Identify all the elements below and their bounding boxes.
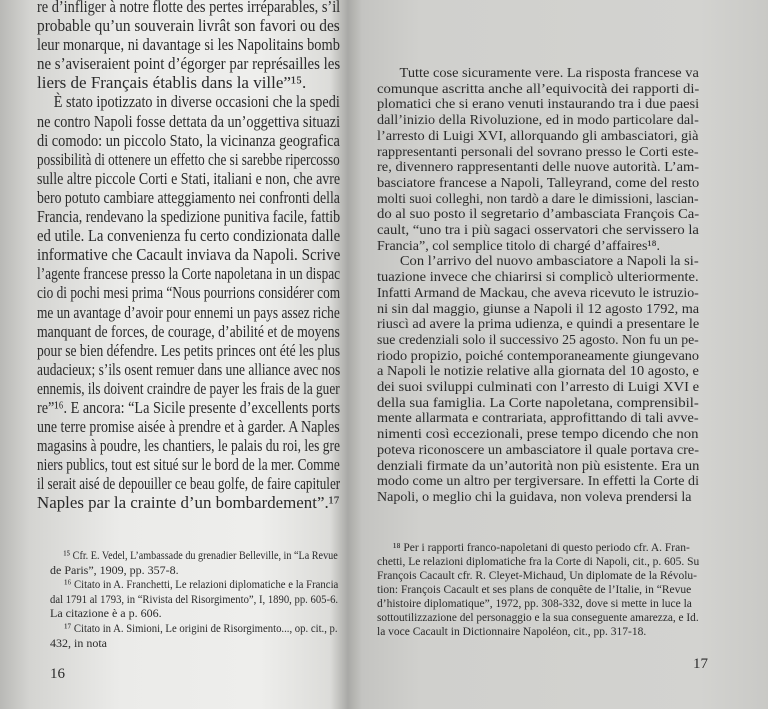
- text-line: ne contro Napoli fosse dettata da un’oggettiva situazi: [37, 111, 341, 131]
- text-line: ennemis, ils doivent craindre de payer les frais de la guer: [37, 378, 340, 398]
- footnote-line: de Paris”, 1909, pp. 357-8.: [50, 562, 179, 577]
- text-line: riuscì ad avere la prima udienza, e quindi a presentare le: [377, 317, 700, 333]
- text-line: nimenti così eccezionali, prese tempo dicendo che non: [377, 427, 699, 443]
- text-line: riodo propizio, poiché contemporaneamente giungevano: [377, 348, 700, 364]
- text-line: molti suoi colleghi, non tardò a dare le dimissioni, lascian-: [377, 191, 699, 207]
- text-line: denziali firmate da un’autorità non più esistente. Era un: [377, 458, 700, 474]
- text-line: comunque ascritta anche all’equivocità dei rapporti di-: [377, 81, 700, 97]
- text-line: Tutte cose sicuramente vere. La risposta francese va: [399, 66, 699, 81]
- text-line: modo come un altro per tergiversare. In effetti la Corte di: [377, 474, 699, 490]
- right-page: [355, 0, 768, 709]
- page-number-left: 16: [50, 666, 65, 682]
- text-line: poteva riconoscere un ambasciatore il quale portava cre-: [377, 442, 700, 458]
- text-line: re”¹⁶. E ancora: “La Sicile presente d’excellents ports: [37, 397, 341, 417]
- text-line: dall’inizio della Rivoluzione, ed in modo particolare dal-: [377, 113, 699, 129]
- text-line: Napoli, o meglio chi la guidava, non voleva prendersi la: [377, 489, 692, 505]
- text-line: audacieux; s’ils osent remuer dans une alliance avec nos: [37, 359, 341, 379]
- footnote-line: chetti, Le relazioni diplomatiche fra la Corte di Napoli, cit., p. 605. Su: [377, 556, 700, 568]
- left-page-footnotes: [50, 548, 338, 650]
- text-line: sue credenziali solo il successivo 25 agosto. Non fu un pe-: [377, 332, 699, 348]
- footnote-line: d’histoire diplomatique”, 1972, pp. 308-332, dove si mette in luce la: [377, 598, 692, 610]
- text-line: tuazione invece che chiarirsi si complicò ulteriormente.: [377, 270, 699, 286]
- text-line: l’arresto di Luigi XVI, allorquando gli ambasciatori, già: [377, 128, 699, 144]
- text-line: re, divennero rappresentanti delle nuove autorità. L’am-: [377, 160, 700, 176]
- text-line: ni sin dal maggio, giunse a Napoli il 12 agosto 1792, ma: [377, 301, 700, 317]
- text-line: rappresentanti personali del sovrano presso le Corti este-: [377, 144, 699, 160]
- text-line: Francia”, col semplice titolo di chargé d’affaires¹⁸.: [377, 238, 661, 254]
- text-line: leur monarque, ni davantage si les Napolitains bomb: [37, 35, 340, 55]
- text-line: Con l’arrivo del nuovo ambasciatore a Napoli la si-: [399, 254, 699, 270]
- text-line: ne s’aviseraient point d’égorger par représailles les: [37, 54, 341, 74]
- text-line: della sua famiglia. La Corte napoletana, comprensibil-: [377, 395, 699, 411]
- text-line: possibilità di ottenere un effetto che si sarebbe ripercosso: [37, 149, 340, 169]
- right-page-body-text: [377, 66, 699, 506]
- text-line: niers publics, tout est situé sur le bord de la mer. Comme: [37, 455, 340, 475]
- text-line: l’agente francese presso la Corte napoletana in un dispac: [37, 264, 341, 284]
- footnote-line: ¹⁸ Per i rapporti franco-napoletani di questo periodo cfr. A. Fran-: [393, 542, 690, 554]
- text-line: probable qu’un souverain livrât son favori ou des: [37, 16, 340, 36]
- footnote-line: ¹⁵ Cfr. E. Vedel, L’ambassade du grenadier Belleville, in “La Revue: [63, 548, 338, 562]
- text-line: liers de Français établis dans la ville”¹⁵.: [37, 73, 307, 93]
- footnote-line: François Cacault cfr. R. Cleyet-Michaud, Un diplomate de la Révolu-: [377, 570, 698, 582]
- text-line: basciatore francese a Napoli, Talleyrand, come del resto: [377, 175, 700, 191]
- footnote-line: ¹⁷ Citato in A. Simioni, Le origini de Risorgimento..., op. cit., p.: [64, 620, 338, 635]
- text-line: informative che Cacault inviava da Napoli. Scrive: [37, 245, 341, 265]
- text-line: cault, “uno tra i più sagaci osservatori che servissero la: [377, 223, 699, 239]
- text-line: dei suoi sviluppi culminati con l’arresto di Luigi XVI e: [377, 380, 700, 396]
- text-line: cio di pochi mesi prima “Nous pourrions considérer com: [37, 283, 341, 303]
- text-line: bero potuto cambiare atteggiamento nei confronti della: [37, 187, 340, 207]
- text-line: re d’infliger à notre flotte des pertes irréparables, s’il: [37, 0, 341, 16]
- text-line: une terre promise aisée à prendre et à garder. A Naples: [37, 417, 340, 437]
- footnote-line: sottoutilizzazione del personaggio e la sua conseguente amarezza, e Id.: [377, 612, 699, 624]
- footnote-line: La citazione è a p. 606.: [50, 606, 162, 621]
- text-line: È stato ipotizzato in diverse occasioni che la spedi: [53, 92, 340, 112]
- text-line: di comodo: un piccolo Stato, la vicinanza geografica: [37, 130, 340, 150]
- text-line: Naples par la crainte d’un bombardement”.¹⁷: [37, 493, 340, 513]
- text-line: do al suo posto il segretario d’ambasciata François Ca-: [377, 207, 700, 223]
- page-number-right: 17: [693, 656, 708, 672]
- text-line: mente allarmata e contrariata, approfittando di tali avve-: [377, 411, 699, 427]
- footnote-line: la voce Cacault in Dictionnaire Napoléon, cit., pp. 317-18.: [377, 626, 647, 638]
- footnote-line: ¹⁶ Citato in A. Franchetti, Le relazioni diplomatiche e la Francia: [64, 577, 339, 592]
- text-line: manquant de forces, de courage, d’abilité et de moyens: [37, 321, 340, 341]
- text-line: sulle altre piccole Corti e Stati, italiani e non, che avre: [37, 168, 341, 188]
- text-line: il serait aisé de depouiller ce beau golfe, de faire capituler: [37, 474, 341, 494]
- right-page-footnotes: [377, 541, 699, 639]
- left-page: [0, 0, 345, 709]
- left-page-body-text: [37, 0, 340, 513]
- text-line: a Napoli le notizie relative alla giornata del 10 agosto, e: [377, 364, 699, 380]
- text-line: pour se bien défendre. Les petits princes ont été les plus: [37, 340, 341, 360]
- footnote-line: 432, in nota: [50, 635, 107, 650]
- text-line: plomatici che si erano venuti instaurando tra i due paesi: [377, 97, 700, 113]
- text-line: me un avantage d’avoir pour ennemi un pays assez riche: [37, 302, 340, 322]
- footnote-line: tion: François Cacault et ses plans de conquête de l’Italie, in “Revue: [377, 584, 692, 596]
- text-line: ed utile. La convenienza fu certo condizionata dalle: [37, 226, 341, 246]
- text-line: Infatti Armand de Mackau, che aveva ricevuto le istruzio-: [377, 285, 699, 301]
- text-line: magasins à poudre, les chantiers, le palais du roi, les gre: [37, 436, 340, 456]
- footnote-line: dal 1791 al 1793, in “Rivista del Risorgimento”, I, 1890, pp. 605-6.: [50, 591, 339, 606]
- text-line: Francia, rendevano la spedizione punitiva facile, fattib: [37, 207, 341, 227]
